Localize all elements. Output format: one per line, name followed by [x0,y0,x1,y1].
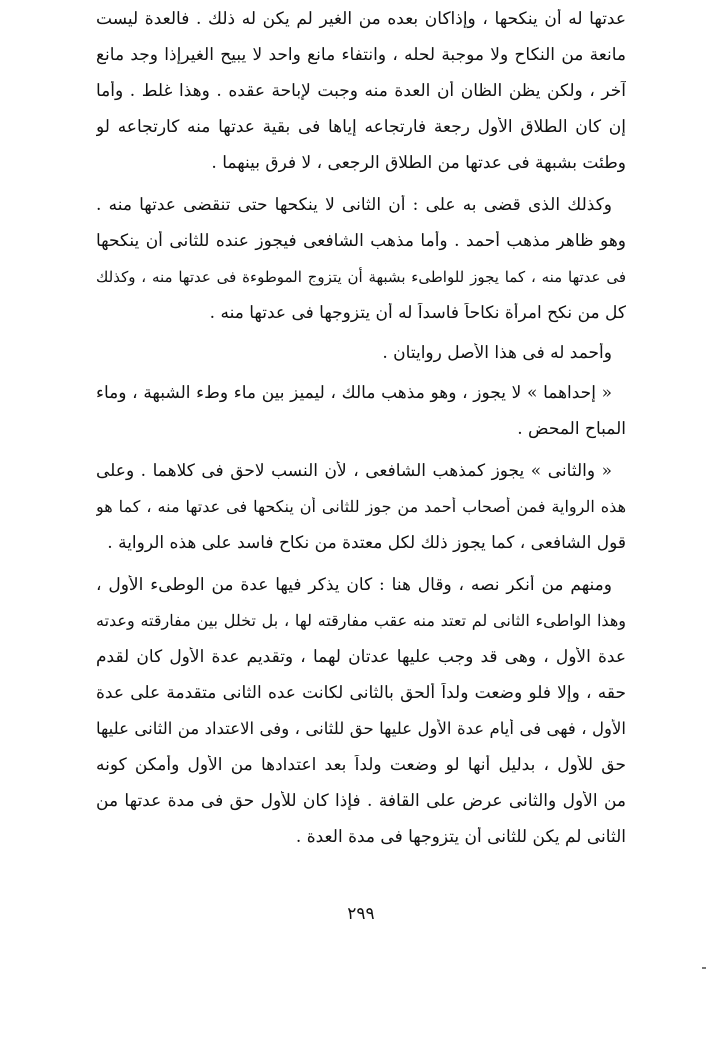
text-line: وهو ظاهر مذهب أحمد . وأما مذهب الشافعى فيجوز عنده للثانى أن ينكحها [96,231,626,251]
book-page [96,0,626,1049]
page-number: ٢٩٩ [347,904,375,924]
text-line: « إحداهما » لا يجوز ، وهو مذهب مالك ، ليميز بين ماء وطء الشبهة ، وماء [96,383,612,403]
text-line: عدتها له أن ينكحها ، وإذاكان بعده من الغير لم يكن له ذلك . فالعدة ليست [96,9,626,29]
text-line: هذه الرواية فمن أصحاب أحمد من جوز للثانى أن ينكحها فى عدتها منه ، كما هو [96,497,626,516]
text-line: وكذلك الذى قضى به على : أن الثانى لا ينكحها حتى تنقضى عدتها منه . [96,195,612,215]
text-line: حق للأول ، بدليل أنها لو وضعت ولداً بعد اعتدادها من الأول وأمكن كونه [96,755,626,775]
text-line: وطئت بشبهة فى عدتها من الطلاق الرجعى ، لا فرق بينهما . [211,153,626,173]
text-line: عدة الأول ، وهى قد وجب عليها عدتان لهما ، وتقديم عدة الأول كان لقدم [96,647,626,667]
text-line: وأحمد له فى هذا الأصل روايتان . [382,343,612,363]
text-line: الأول ، فهى فى أيام عدة الأول عليها حق للثانى ، وفى الاعتداد من الثانى عليها [96,719,626,738]
text-line: آخر ، ولكن يظن الظان أن العدة منه وجبت لإباحة عقده . وهذا غلط . وأما [96,81,626,101]
text-line: الثانى لم يكن للثانى أن يتزوجها فى مدة العدة . [295,827,626,847]
text-line: إن كان الطلاق الأول رجعة فارتجاعه إياها فى بقية عدتها منه كارتجاعه لو [96,117,626,137]
text-line: من الأول والثانى عرض على القافة . فإذا كان للأول حق فى مدة عدتها من [96,791,626,811]
text-line: مانعة من النكاح ولا موجبة لحله ، وانتفاء مانع واحد لا يبيح الغيرإذا وجد مانع [96,45,626,65]
text-line: وهذا الواطىء الثانى لم تعتد منه عقب مفارقته لها ، بل تخلل بين مفارقته وعدته [96,611,626,630]
text-line: فى عدتها منه ، كما يجوز للواطىء بشبهة أن يتزوج الموطوءة فى عدتها منه ، وكذلك [96,268,626,286]
text-line: قول الشافعى ، كما يجوز ذلك لكل معتدة من نكاح فاسد على هذه الرواية . [107,533,626,553]
text-line: « والثانى » يجوز كمذهب الشافعى ، لأن النسب لاحق فى كلاهما . وعلى [96,461,612,481]
text-line: المباح المحض . [517,419,626,439]
text-line: ومنهم من أنكر نصه ، وقال هنا : كان يذكر فيها عدة من الوطىء الأول ، [96,575,612,595]
text-line: كل من نكح امرأة نكاحاً فاسداً له أن يتزوجها فى عدتها منه . [209,303,626,323]
scan-mark [702,967,706,969]
text-line: حقه ، وإلا فلو وضعت ولداً ألحق بالثانى لكانت عده الثانى متقدمة على عدة [96,683,626,703]
